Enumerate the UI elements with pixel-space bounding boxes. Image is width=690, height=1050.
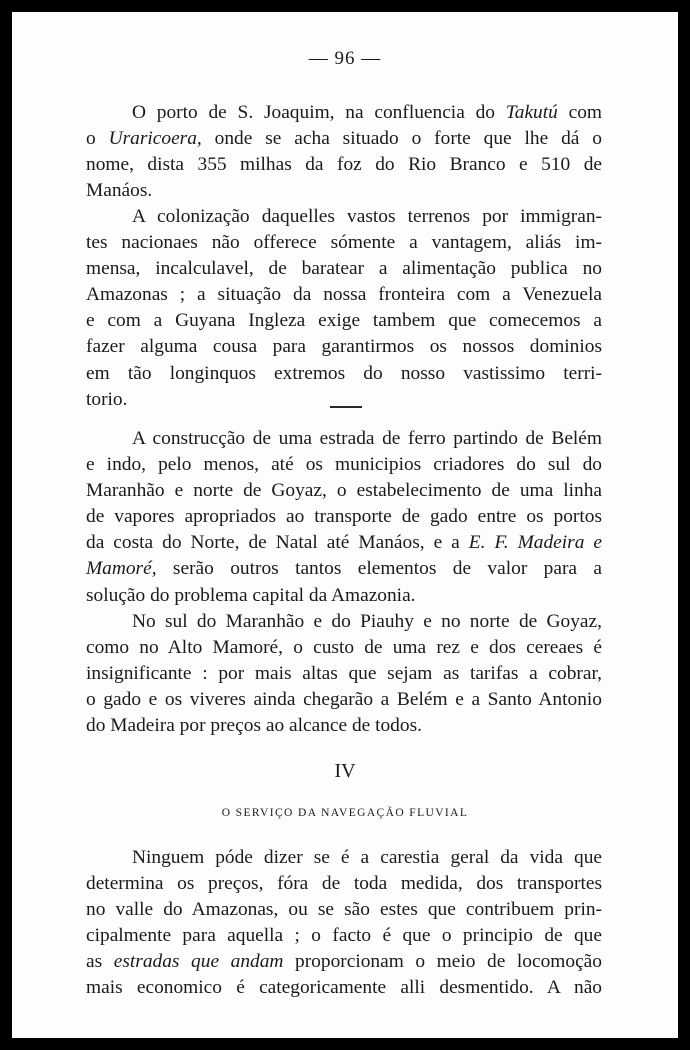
section-separator — [330, 406, 362, 408]
section-title: O SERVIÇO DA NAVEGAÇÃO FLUVIAL — [221, 807, 469, 819]
text-line: determina os preços, fóra de toda medida, dos transportes — [86, 873, 602, 895]
paragraph-porto-sao-joaquim — [86, 100, 602, 204]
page-number: — 96 — — [308, 48, 382, 69]
text-line: do Madeira por preços ao alcance de todos. — [86, 715, 422, 737]
text-line: O porto de S. Joaquim, na confluencia do Takutú com — [132, 102, 603, 123]
text-line: nome, dista 355 milhas da foz do Rio Branco e 510 de — [86, 154, 602, 176]
text-line: Mamoré, serão outros tantos elementos de valor para a — [86, 558, 602, 580]
text-line: como no Alto Mamoré, o custo de uma rez e dos cereaes é — [86, 637, 602, 659]
text-line: Ninguem póde dizer se é a carestia geral da vida que — [132, 847, 602, 868]
text-line: da costa do Norte, de Natal até Manáos, e a E. F. Madeira e — [86, 532, 602, 554]
text-line: e indo, pelo menos, até os municipios criadores do sul do — [86, 454, 602, 476]
text-line: insignificante : por mais altas que sejam as tarifas a cobrar, — [86, 663, 602, 685]
text-line: solução do problema capital da Amazonia. — [86, 584, 416, 606]
text-line: e com a Guyana Ingleza exige tambem que comecemos a — [86, 310, 602, 332]
text-line: o Uraricoera, onde se acha situado o forte que lhe dá o — [86, 128, 602, 150]
text-line: Manáos. — [86, 180, 153, 202]
text-line: mais economico é categoricamente alli desmentido. A não — [86, 977, 602, 999]
text-line: cipalmente para aquella ; o facto é que o principio de que — [86, 925, 602, 947]
paragraph-carestia — [86, 845, 602, 1002]
text-line: em tão longinquos extremos do nosso vastissimo terri- — [86, 362, 602, 384]
text-line: No sul do Maranhão e do Piauhy e no norte de Goyaz, — [132, 611, 602, 632]
paragraph-sul-do-maranhao — [86, 609, 602, 739]
text-line: as estradas que andam proporcionam o meio de locomoção — [86, 951, 602, 973]
text-line: A colonização daquelles vastos terrenos por immigran- — [132, 206, 602, 227]
text-line: de vapores apropriados ao transporte de gado entre os portos — [86, 506, 602, 528]
text-line: no valle do Amazonas, ou se são estes que contribuem prin- — [86, 899, 602, 921]
text-line: Amazonas ; a situação da nossa fronteira com a Venezuela — [86, 284, 602, 306]
paragraph-colonizacao — [86, 204, 602, 413]
document-page — [12, 12, 678, 1038]
text-line: mensa, incalculavel, de baratear a alimentação publica no — [86, 258, 602, 280]
text-line: tes nacionaes não offerece sómente a vantagem, aliás im- — [86, 232, 602, 254]
section-number: IV — [334, 760, 356, 782]
text-line: torio. — [86, 388, 128, 410]
paragraph-estrada-de-ferro — [86, 426, 602, 609]
text-line: fazer alguma cousa para garantirmos os nossos dominios — [86, 336, 602, 358]
text-line: Maranhão e norte de Goyaz, o estabelecimento de uma linha — [86, 480, 602, 502]
text-line: o gado e os viveres ainda chegarão a Belém e a Santo Antonio — [86, 689, 602, 711]
text-line: A construcção de uma estrada de ferro partindo de Belém — [132, 428, 602, 449]
